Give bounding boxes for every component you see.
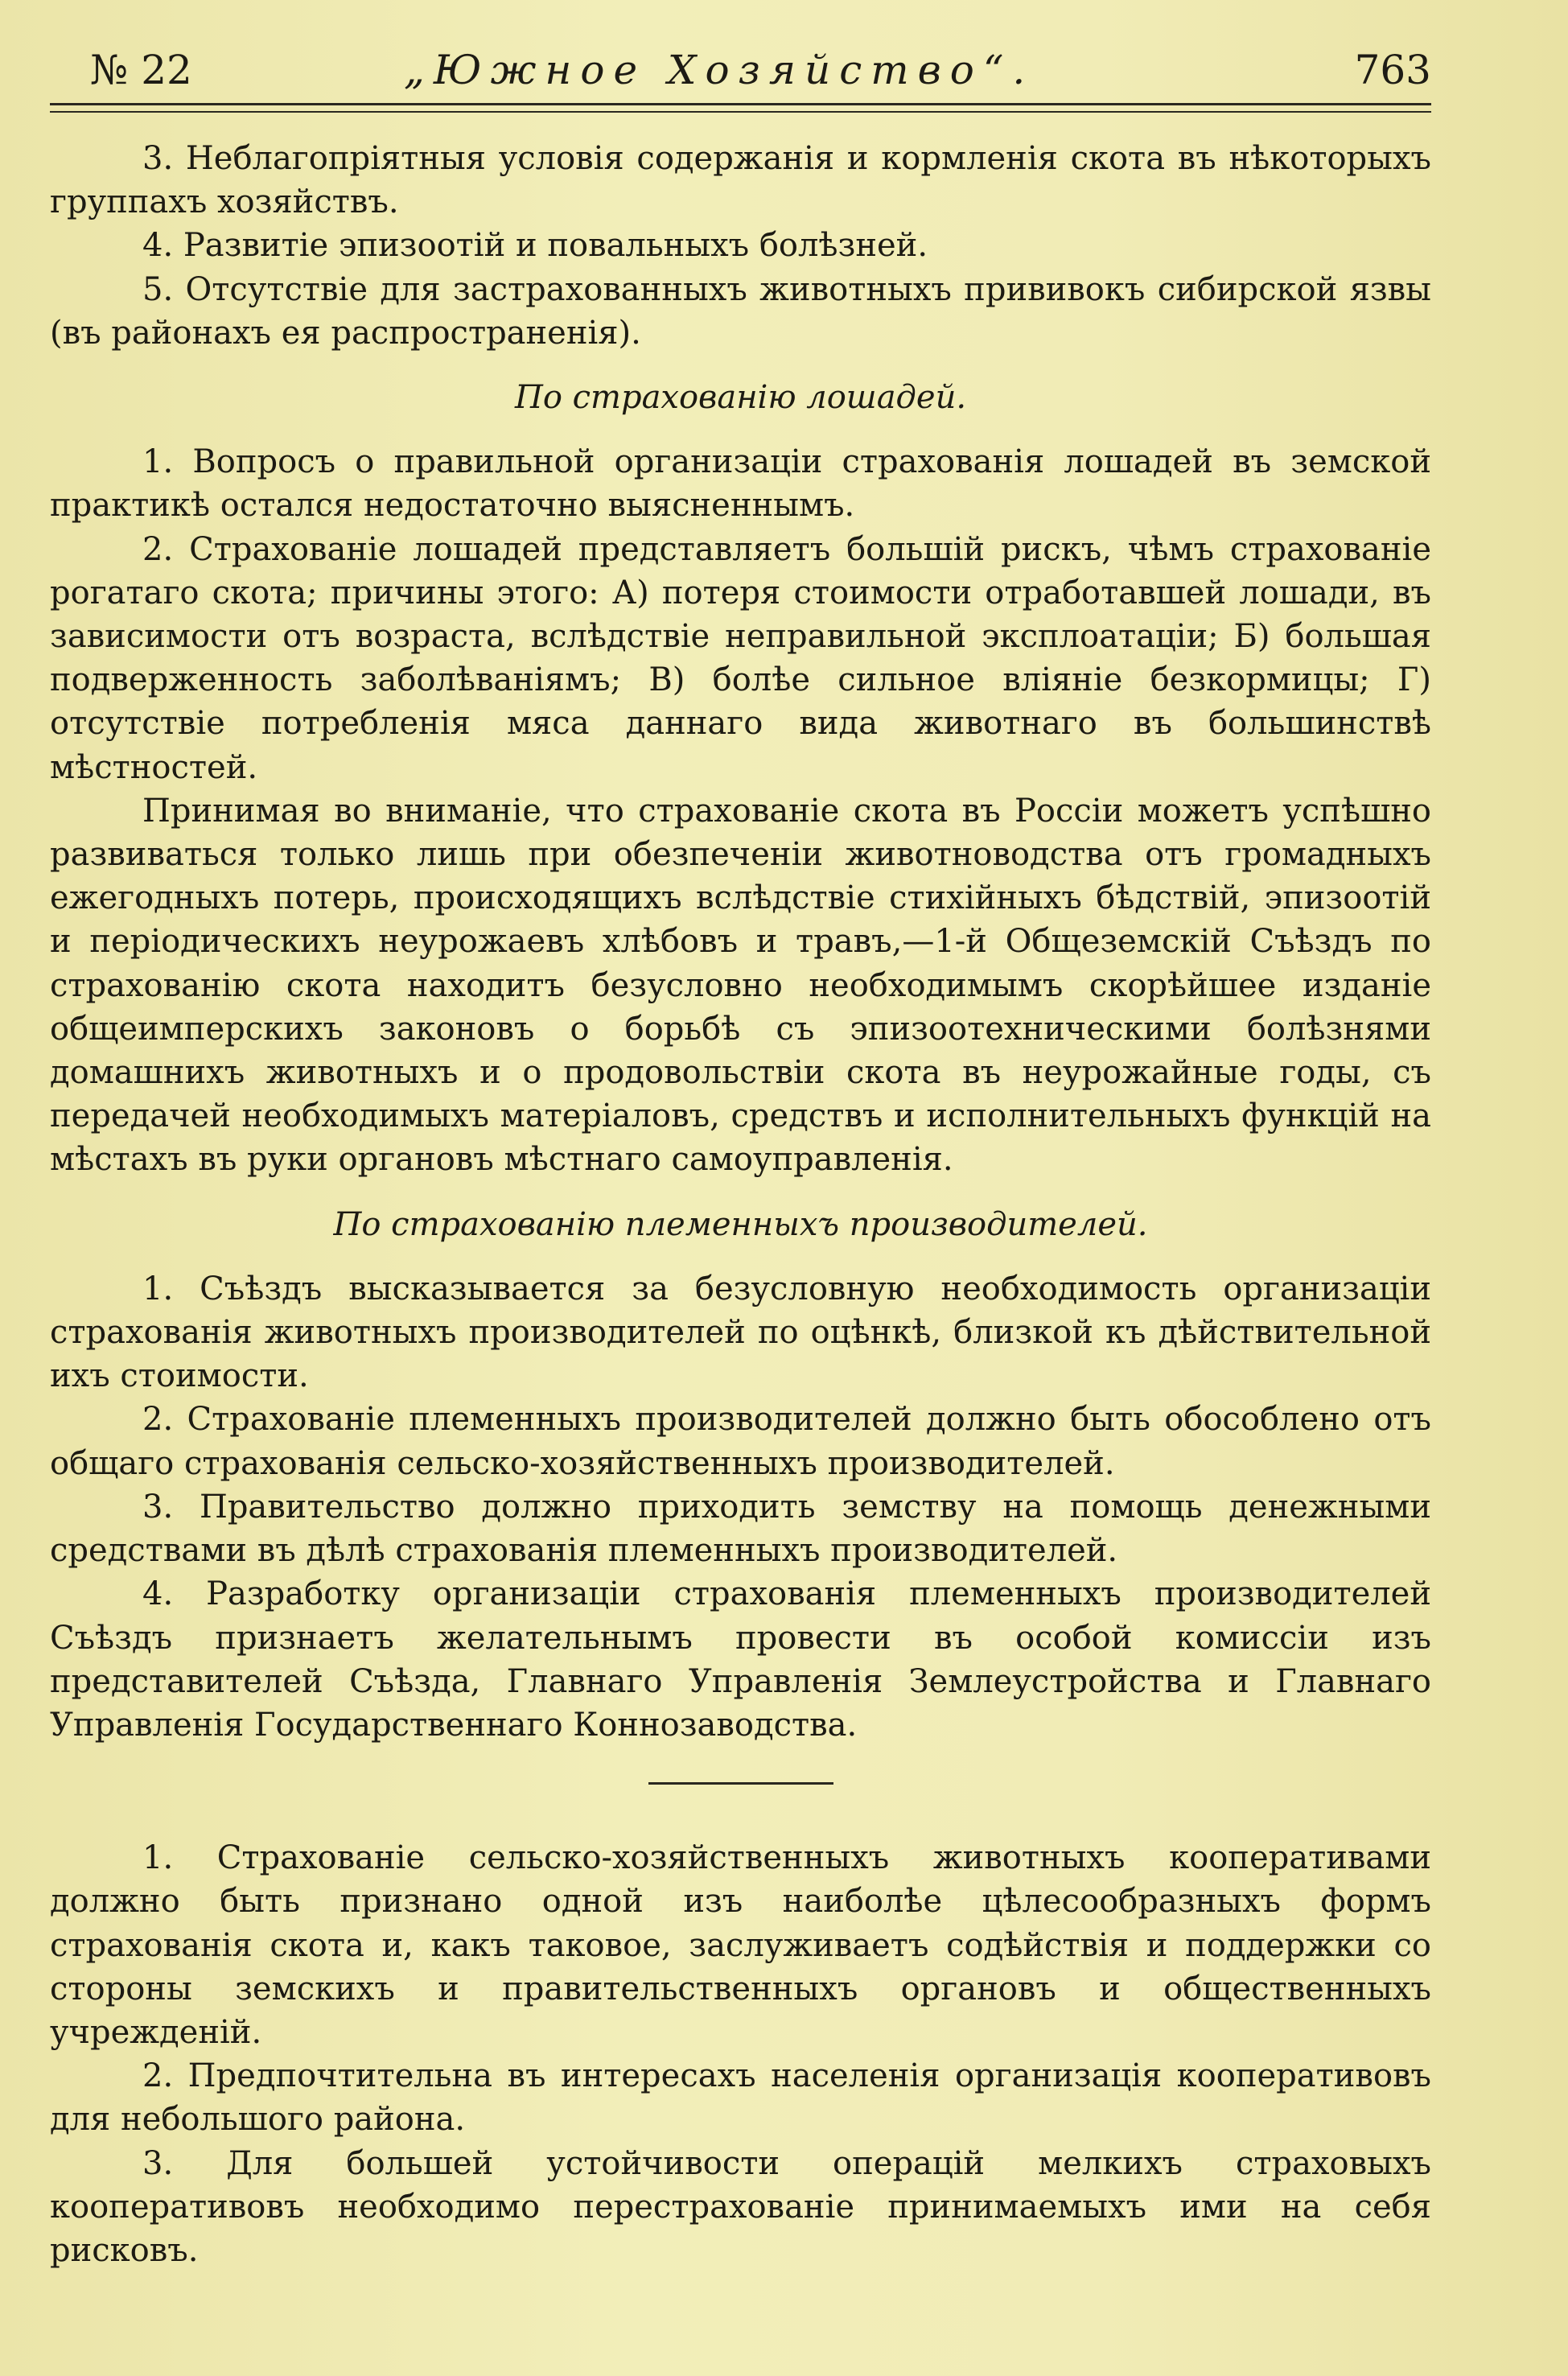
paragraph: 2. Предпочтительна въ интересахъ населенія организація кооперативовъ для небольшого района. bbox=[50, 2057, 1431, 2139]
paragraph: 1. Съѣздъ высказывается за безусловную необходимость организаціи страхованія животныхъ производителей по оцѣнкѣ, близкой къ дѣйствительной ихъ стоимости. bbox=[50, 1270, 1431, 1395]
paragraph: 3. Правительство должно приходить земству на помощь денежными средствами въ дѣлѣ страхованія племенныхъ производителей. bbox=[50, 1488, 1431, 1570]
paragraph: 2. Страхованіе лошадей представляетъ большій рискъ, чѣмъ страхованіе рогатаго скота; причины этого: А) потеря стоимости отработавшей лошади, въ зависимости отъ возраста, вслѣдствіе неправильной эксплоатаціи; Б) большая подверженность заболѣваніямъ; В) болѣе сильное вліяніе безкормицы; Г) отсутствіе потребленія мяса даннаго вида животнаго въ большинствѣ мѣстностей. bbox=[50, 530, 1431, 786]
paragraph: Принимая во вниманіе, что страхованіе скота въ Россіи можетъ успѣшно развиваться только лишь при обезпеченіи животноводства отъ громадныхъ ежегодныхъ потерь, происходящихъ вслѣдствіе стихійныхъ бѣдствій, эпизоотій и періодическихъ неурожаевъ хлѣбовъ и травъ,—1-й Общеземскій Съѣздъ по страхованію скота находитъ безусловно необходимымъ скорѣйшее изданіе общеимперскихъ законовъ о борьбѣ съ эпизоотехническими болѣзнями домашнихъ животныхъ и о продовольствіи скота въ неурожайные годы, съ передачей необходимыхъ матеріаловъ, средствъ и исполнительныхъ функцій на мѣстахъ въ руки органовъ мѣстнаго самоуправленія. bbox=[50, 792, 1431, 1179]
running-header bbox=[50, 42, 1431, 106]
paragraph: 4. Разработку организаціи страхованія племенныхъ производителей Съѣздъ признаетъ желательнымъ провести въ особой комиссіи изъ представителей Съѣзда, Главнаго Управленія Землеустройства и Главнаго Управленія Государственнаго Коннозаводства. bbox=[50, 1575, 1431, 1744]
page-number: 763 bbox=[1354, 47, 1431, 93]
paragraph: 5. Отсутствіе для застрахованныхъ животныхъ прививокъ сибирской язвы (въ районахъ ея распространенія). bbox=[50, 270, 1431, 352]
paragraph: 3. Неблагопріятныя условія содержанія и кормленія скота въ нѣкоторыхъ группахъ хозяйствъ. bbox=[50, 140, 1431, 221]
issue-number: № 22 bbox=[90, 47, 192, 93]
paragraph: 1. Страхованіе сельско-хозяйственныхъ животныхъ кооперативами должно быть признано одной изъ наиболѣе цѣлесообразныхъ формъ страхованія скота и, какъ таковое, заслуживаетъ содѣйствія и поддержки со стороны земскихъ и правительственныхъ органовъ и общественныхъ учрежденій. bbox=[50, 1839, 1431, 2051]
section-separator bbox=[648, 1782, 833, 1785]
section-heading-horses: По страхованію лошадей. bbox=[514, 379, 967, 417]
paragraph: 3. Для большей устойчивости операцій мелкихъ страховыхъ кооперативовъ необходимо перестрахованіе принимаемыхъ ими на себя рисковъ. bbox=[50, 2144, 1431, 2269]
article-body bbox=[50, 137, 1431, 2272]
paragraph: 2. Страхованіе племенныхъ производителей должно быть обособлено отъ общаго страхованія сельско-хозяйственныхъ производителей. bbox=[50, 1401, 1431, 1482]
header-rule-thick bbox=[50, 103, 1431, 105]
journal-title: „Южное Хозяйство“. bbox=[404, 47, 1035, 93]
section-heading-breeders: По страхованію племенныхъ производителей. bbox=[333, 1205, 1148, 1243]
header-rule-thin bbox=[50, 111, 1431, 113]
paragraph: 1. Вопросъ о правильной организаціи страхованія лошадей въ земской практикѣ остался недостаточно выясненнымъ. bbox=[50, 443, 1431, 525]
paragraph: 4. Развитіе эпизоотій и повальныхъ болѣзней. bbox=[142, 227, 928, 265]
